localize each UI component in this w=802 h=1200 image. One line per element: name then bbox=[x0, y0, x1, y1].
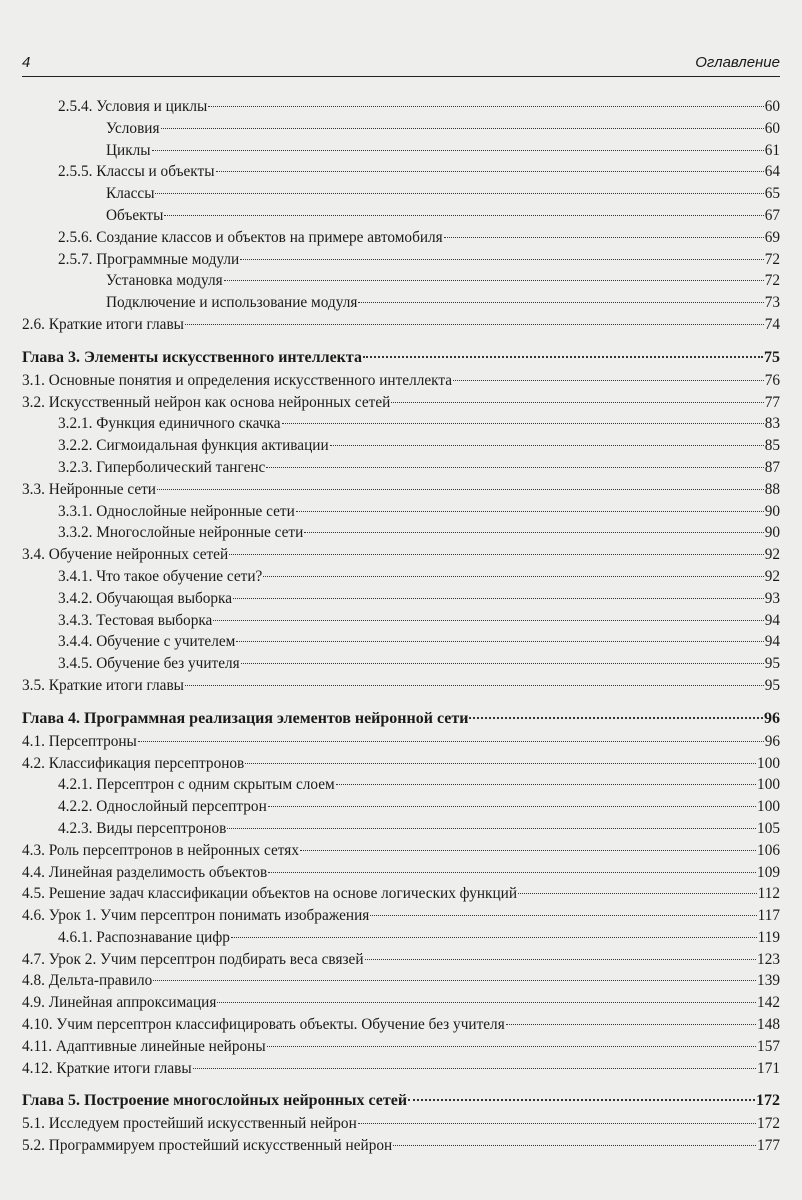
toc-entry-page: 106 bbox=[757, 841, 780, 859]
dot-leader bbox=[193, 1068, 756, 1069]
dot-leader bbox=[518, 893, 757, 894]
toc-entry-page: 73 bbox=[764, 294, 780, 312]
toc-entry-title: 4.7. Урок 2. Учим персептрон подбирать веса связей bbox=[22, 950, 364, 968]
toc-entry bbox=[22, 1113, 780, 1135]
toc-entry-page: 67 bbox=[764, 206, 780, 224]
toc-entry bbox=[22, 588, 780, 610]
toc-entry-page: 117 bbox=[757, 907, 780, 925]
toc-entry-page: 105 bbox=[757, 819, 780, 837]
toc-entry-title: 2.5.7. Программные модули bbox=[58, 250, 240, 268]
toc-entry-page: 172 bbox=[757, 1115, 780, 1133]
toc-chapter-entry bbox=[22, 1089, 780, 1113]
toc-entry bbox=[22, 118, 780, 140]
toc-entry-page: 92 bbox=[764, 546, 780, 564]
toc-entry-page: 77 bbox=[764, 393, 780, 411]
toc-entry bbox=[22, 249, 780, 271]
toc-entry-title: 3.2. Искусственный нейрон как основа нейронных сетей bbox=[22, 393, 391, 411]
toc-entry bbox=[22, 927, 780, 949]
toc-entry-page: 85 bbox=[764, 437, 780, 455]
toc-entry bbox=[22, 653, 780, 675]
dot-leader bbox=[268, 872, 756, 873]
table-of-contents bbox=[22, 96, 780, 1157]
toc-entry-page: 76 bbox=[764, 371, 780, 389]
toc-entry-title: 3.3.2. Многослойные нейронные сети bbox=[58, 524, 304, 542]
toc-entry-page: 72 bbox=[764, 272, 780, 290]
toc-entry-page: 72 bbox=[764, 250, 780, 268]
toc-chapter-entry bbox=[22, 346, 780, 370]
dot-leader bbox=[268, 806, 756, 807]
toc-entry bbox=[22, 1135, 780, 1157]
dot-leader bbox=[263, 576, 763, 577]
dot-leader bbox=[358, 1123, 756, 1124]
toc-entry bbox=[22, 292, 780, 314]
toc-entry-title: 3.4.1. Что такое обучение сети? bbox=[58, 567, 263, 585]
toc-entry-title: 3.3. Нейронные сети bbox=[22, 480, 156, 498]
toc-entry bbox=[22, 183, 780, 205]
toc-entry bbox=[22, 205, 780, 227]
toc-entry-title: 3.4. Обучение нейронных сетей bbox=[22, 546, 229, 564]
toc-entry-title: 4.9. Линейная аппроксимация bbox=[22, 994, 217, 1012]
toc-entry-page: 119 bbox=[757, 928, 780, 946]
dot-leader bbox=[241, 663, 764, 664]
dot-leader bbox=[155, 193, 763, 194]
toc-entry-title: 4.5. Решение задач классификации объектов на основе логических функций bbox=[22, 885, 518, 903]
section-title: Оглавление bbox=[695, 54, 780, 71]
toc-entry-page: 157 bbox=[757, 1037, 780, 1055]
dot-leader bbox=[164, 215, 763, 216]
toc-entry-title: 4.2.2. Однослойный персептрон bbox=[58, 798, 267, 816]
toc-entry bbox=[22, 905, 780, 927]
toc-entry-title: 2.5.4. Условия и циклы bbox=[58, 98, 208, 115]
toc-entry bbox=[22, 270, 780, 292]
toc-entry-title: 4.2. Классификация персептронов bbox=[22, 754, 245, 772]
toc-entry-title: 3.1. Основные понятия и определения искусственного интеллекта bbox=[22, 371, 453, 389]
dot-leader bbox=[236, 641, 763, 642]
toc-entry-title: 4.10. Учим персептрон классифицировать объекты. Обучение без учителя bbox=[22, 1016, 505, 1034]
toc-entry-title: 3.2.2. Сигмоидальная функция активации bbox=[58, 437, 329, 455]
page-number: 4 bbox=[22, 54, 31, 71]
dot-leader bbox=[336, 784, 756, 785]
dot-leader bbox=[370, 915, 756, 916]
toc-entry bbox=[22, 862, 780, 884]
toc-entry-page: 87 bbox=[764, 458, 780, 476]
toc-entry-page: 100 bbox=[757, 754, 780, 772]
toc-entry bbox=[22, 413, 780, 435]
toc-entry-title: 4.8. Дельта-правило bbox=[22, 972, 153, 990]
dot-leader bbox=[282, 423, 764, 424]
dot-leader bbox=[233, 598, 764, 599]
dot-leader bbox=[506, 1024, 756, 1025]
dot-leader bbox=[185, 324, 764, 325]
dot-leader bbox=[185, 685, 764, 686]
toc-entry-page: 61 bbox=[764, 141, 780, 159]
dot-leader bbox=[365, 959, 757, 960]
toc-entry bbox=[22, 457, 780, 479]
toc-entry bbox=[22, 992, 780, 1014]
dot-leader bbox=[152, 150, 764, 151]
toc-entry bbox=[22, 501, 780, 523]
running-head bbox=[22, 50, 780, 74]
toc-entry-page: 100 bbox=[757, 798, 780, 816]
toc-entry bbox=[22, 522, 780, 544]
toc-entry bbox=[22, 544, 780, 566]
dot-leader bbox=[300, 850, 756, 851]
toc-entry-title: Глава 3. Элементы искусственного интеллекта bbox=[22, 348, 362, 366]
toc-entry-title: 4.11. Адаптивные линейные нейроны bbox=[22, 1037, 266, 1055]
dot-leader bbox=[393, 1145, 756, 1146]
dot-leader bbox=[469, 717, 763, 719]
dot-leader bbox=[330, 445, 764, 446]
toc-entry-title: 2.6. Краткие итоги главы bbox=[22, 315, 184, 333]
toc-entry bbox=[22, 370, 780, 392]
toc-entry-page: 171 bbox=[757, 1059, 780, 1077]
toc-entry bbox=[22, 479, 780, 501]
toc-entry-page: 95 bbox=[764, 676, 780, 694]
dot-leader bbox=[157, 489, 764, 490]
toc-entry bbox=[22, 675, 780, 697]
toc-entry-title: 3.2.3. Гиперболический тангенс bbox=[58, 458, 266, 476]
dot-leader bbox=[224, 280, 764, 281]
dot-leader bbox=[304, 532, 763, 533]
toc-entry-title: 4.4. Линейная разделимость объектов bbox=[22, 863, 268, 881]
dot-leader bbox=[391, 402, 763, 403]
dot-leader bbox=[231, 937, 757, 938]
toc-entry-title: Объекты bbox=[106, 206, 164, 224]
toc-entry-page: 96 bbox=[764, 732, 780, 750]
toc-entry-page: 69 bbox=[764, 228, 780, 246]
toc-entry-page: 90 bbox=[764, 524, 780, 542]
toc-entry-title: 4.12. Краткие итоги главы bbox=[22, 1059, 192, 1077]
toc-entry bbox=[22, 435, 780, 457]
dot-leader bbox=[213, 620, 763, 621]
toc-entry-title: 3.4.5. Обучение без учителя bbox=[58, 655, 240, 673]
toc-entry bbox=[22, 796, 780, 818]
dot-leader bbox=[453, 380, 764, 381]
toc-entry-title: 5.2. Программируем простейший искусственный нейрон bbox=[22, 1137, 393, 1155]
toc-entry bbox=[22, 731, 780, 753]
dot-leader bbox=[227, 828, 756, 829]
toc-entry bbox=[22, 140, 780, 162]
toc-entry bbox=[22, 392, 780, 414]
toc-entry bbox=[22, 1058, 780, 1080]
toc-entry-page: 75 bbox=[764, 348, 780, 366]
toc-entry-page: 60 bbox=[764, 98, 780, 115]
toc-entry-title: 3.4.3. Тестовая выборка bbox=[58, 611, 213, 629]
toc-entry-title: 3.4.4. Обучение с учителем bbox=[58, 633, 236, 651]
toc-entry-title: 3.2.1. Функция единичного скачка bbox=[58, 415, 281, 433]
toc-entry-page: 123 bbox=[757, 950, 780, 968]
dot-leader bbox=[138, 741, 764, 742]
toc-entry-title: Глава 4. Программная реализация элементов нейронной сети bbox=[22, 709, 469, 727]
dot-leader bbox=[358, 302, 763, 303]
toc-entry-title: 2.5.6. Создание классов и объектов на примере автомобиля bbox=[58, 228, 443, 246]
toc-entry-title: 5.1. Исследуем простейший искусственный нейрон bbox=[22, 1115, 357, 1133]
toc-entry-page: 172 bbox=[756, 1092, 780, 1110]
toc-entry bbox=[22, 610, 780, 632]
toc-entry-page: 94 bbox=[764, 611, 780, 629]
toc-entry-page: 74 bbox=[764, 315, 780, 333]
dot-leader bbox=[217, 1002, 756, 1003]
toc-entry-title: 3.3.1. Однослойные нейронные сети bbox=[58, 502, 295, 520]
dot-leader bbox=[363, 356, 763, 358]
dot-leader bbox=[229, 554, 764, 555]
dot-leader bbox=[208, 106, 763, 107]
toc-entry bbox=[22, 1014, 780, 1036]
toc-entry bbox=[22, 161, 780, 183]
toc-entry-title: 4.6. Урок 1. Учим персептрон понимать изображения bbox=[22, 907, 370, 925]
dot-leader bbox=[161, 128, 764, 129]
toc-entry-title: 4.2.1. Персептрон с одним скрытым слоем bbox=[58, 776, 335, 794]
toc-entry-title: 4.1. Персептроны bbox=[22, 732, 137, 750]
toc-entry-title: 4.6.1. Распознавание цифр bbox=[58, 928, 230, 946]
toc-entry-page: 88 bbox=[764, 480, 780, 498]
toc-entry-title: Подключение и использование модуля bbox=[106, 294, 358, 312]
toc-entry bbox=[22, 566, 780, 588]
toc-entry-page: 93 bbox=[764, 589, 780, 607]
toc-entry-page: 95 bbox=[764, 655, 780, 673]
dot-leader bbox=[267, 1046, 756, 1047]
dot-leader bbox=[444, 237, 764, 238]
toc-entry bbox=[22, 631, 780, 653]
toc-entry bbox=[22, 1036, 780, 1058]
toc-entry-title: Циклы bbox=[106, 141, 151, 159]
toc-entry-page: 139 bbox=[757, 972, 780, 990]
toc-entry bbox=[22, 753, 780, 775]
header-rule bbox=[22, 76, 780, 77]
toc-entry-page: 112 bbox=[757, 885, 780, 903]
toc-entry bbox=[22, 970, 780, 992]
toc-entry-page: 83 bbox=[764, 415, 780, 433]
toc-entry-title: 4.2.3. Виды персептронов bbox=[58, 819, 227, 837]
toc-entry-title: 4.3. Роль персептронов в нейронных сетях bbox=[22, 841, 299, 859]
toc-entry-title: Условия bbox=[106, 119, 160, 137]
toc-entry bbox=[22, 96, 780, 118]
toc-entry-page: 142 bbox=[757, 994, 780, 1012]
toc-entry bbox=[22, 949, 780, 971]
toc-entry bbox=[22, 314, 780, 336]
toc-entry-title: 2.5.5. Классы и объекты bbox=[58, 163, 215, 181]
toc-entry bbox=[22, 818, 780, 840]
toc-entry-title: Глава 5. Построение многослойных нейронных сетей bbox=[22, 1092, 408, 1110]
toc-entry-title: 3.5. Краткие итоги главы bbox=[22, 676, 184, 694]
toc-entry-page: 64 bbox=[764, 163, 780, 181]
toc-entry-page: 96 bbox=[764, 709, 780, 727]
toc-entry-page: 148 bbox=[757, 1016, 780, 1034]
toc-entry-page: 177 bbox=[757, 1137, 780, 1155]
toc-entry-page: 60 bbox=[764, 119, 780, 137]
dot-leader bbox=[296, 511, 764, 512]
toc-entry bbox=[22, 883, 780, 905]
toc-entry-title: Классы bbox=[106, 185, 155, 203]
dot-leader bbox=[240, 259, 764, 260]
toc-entry bbox=[22, 840, 780, 862]
toc-entry-page: 65 bbox=[764, 185, 780, 203]
dot-leader bbox=[408, 1099, 755, 1101]
toc-entry-page: 92 bbox=[764, 567, 780, 585]
dot-leader bbox=[266, 467, 763, 468]
toc-entry-page: 100 bbox=[757, 776, 780, 794]
toc-entry bbox=[22, 774, 780, 796]
toc-entry-page: 90 bbox=[764, 502, 780, 520]
toc-entry-page: 94 bbox=[764, 633, 780, 651]
toc-entry-title: 3.4.2. Обучающая выборка bbox=[58, 589, 233, 607]
dot-leader bbox=[245, 763, 756, 764]
dot-leader bbox=[153, 980, 756, 981]
toc-entry-title: Установка модуля bbox=[106, 272, 223, 290]
toc-chapter-entry bbox=[22, 707, 780, 731]
toc-entry-page: 109 bbox=[757, 863, 780, 881]
dot-leader bbox=[216, 171, 764, 172]
toc-entry bbox=[22, 227, 780, 249]
